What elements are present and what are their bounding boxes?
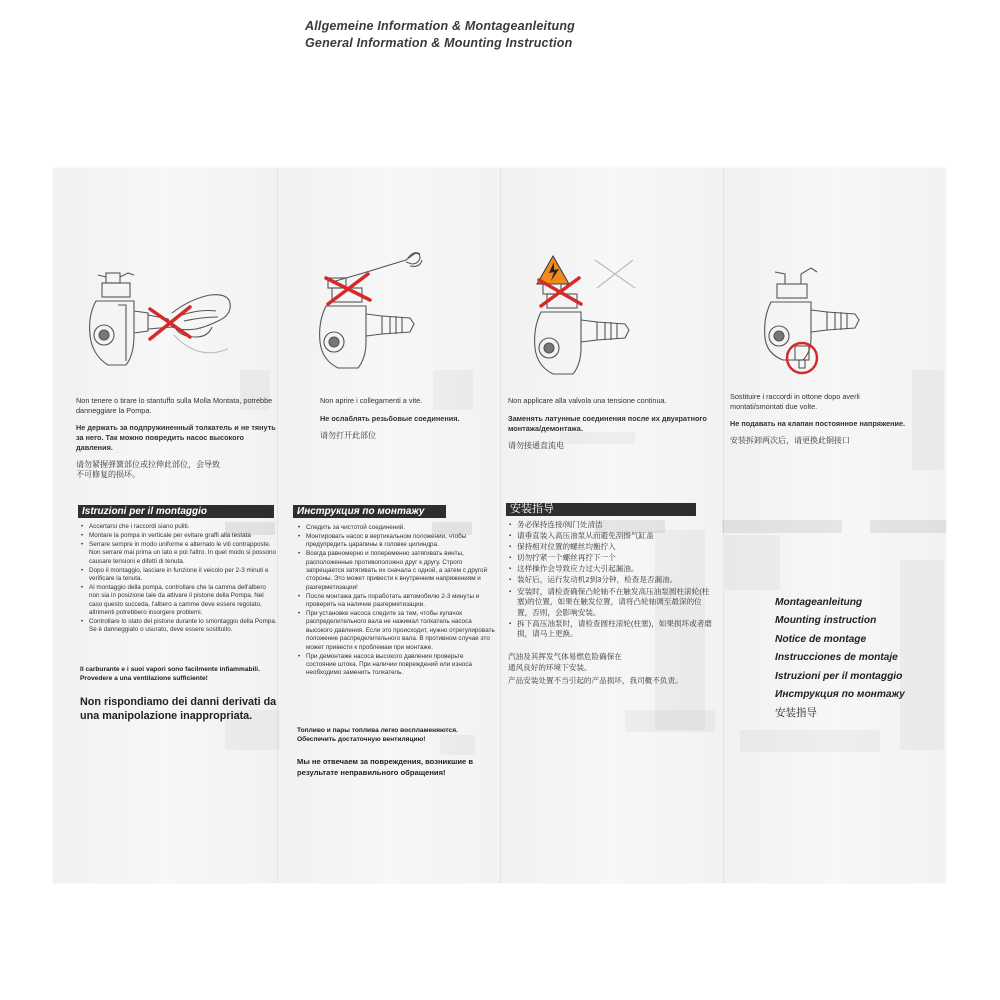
list-item: ▪ 这样操作会导致应力过大引起漏油。 (508, 564, 713, 575)
pump-voltage-prohibited-icon (525, 250, 645, 380)
caption-it: Sostituire i raccordi in ottone dopo averli montati/smontati due volte. (730, 392, 860, 411)
language-en: Mounting instruction (775, 615, 877, 627)
warning-italian: Il carburante e i suoi vapori sono facilmente infiammabili. Provedere a una ventilazione sufficiente! (80, 666, 260, 682)
list-item: • После монтажа дать поработать автомобилю 2-3 минуты и проверить на наличие разгерметизации. (297, 593, 495, 610)
header-title-en: General Information & Mounting Instruction (305, 36, 573, 50)
language-fr: Notice de montage (775, 633, 867, 645)
list-item: ▪ 安装时，请检查确保凸轮轴不在触发高压油泵圆柱滚轮(柱塞)的位置，如果在触发位置，请将凸轮轴调至最深的位置，否则，会影响安装。 (508, 587, 713, 619)
list-item: • При установке насоса следите за тем, чтобы кулачок распределительного вала не нажимал толкатель насоса высокого давления. Если это происходит, нужно отрегулировать положение распределительного вала. В противном случае это может привести к проблемам при монтаже. (297, 610, 495, 652)
show-through-text (725, 535, 780, 590)
caption-ru: Заменять латунные соединения после их двукратного монтажа/демонтажа. (508, 414, 707, 433)
list-item: ▪ 请垂直装入高压油泵从而避免刮擦气缸盖 (508, 531, 713, 542)
show-through-text (912, 370, 944, 470)
show-through-title (870, 520, 946, 533)
language-it: Istruzioni per il montaggio (775, 670, 903, 682)
fold-line (500, 168, 501, 883)
disclaimer-russian: Мы не отвечаем за повреждения, возникшие в результате неправильного обращения! (297, 757, 474, 777)
language-zh: 安装指导 (775, 707, 817, 720)
list-item: ▪ 务必保持连接/阀门处清洁 (508, 520, 713, 531)
list-item: • Accertarsi che i raccordi siano puliti. (80, 523, 278, 531)
language-ru: Инструкция по монтажу (775, 689, 905, 701)
language-es: Instrucciones de montaje (775, 652, 898, 664)
caption-zh: 请勿接通直流电 (508, 441, 564, 450)
bullet-list-russian (297, 524, 495, 678)
caption-zh: 请勿紧握弹簧部位或拉伸此部位，会导致不可修复的损坏。 (76, 460, 220, 479)
disclaimer-italian: Non rispondiamo dei danni derivati da una manipolazione inappropriata. (80, 696, 277, 722)
list-item: • Controllare lo stato del pistone durante lo smontaggio della Pompa. Se è danneggiato o usurato, deve essere sostituito. (80, 618, 278, 635)
caption-ru: Не ослаблять резьбовые соединения. (320, 414, 460, 423)
caption-it: Non tenere o tirare lo stantuffo sulla Molla Montata, potrebbe danneggiare la Pompa. (76, 396, 273, 415)
pump-hand-prohibited-icon (78, 265, 243, 380)
list-item: • Следить за чистотой соединений. (297, 524, 495, 532)
language-list (775, 594, 935, 723)
caption-ru: Не держать за подпружиненный толкатель и не тянуть за него. Так можно повредить насос высокого давления. (76, 423, 276, 452)
list-item: ▪ 切勿拧紧一个螺丝再拧下一个 (508, 553, 713, 564)
caption-zh: 安装拆卸两次后，请更换此铜接口 (730, 436, 850, 445)
caption-4 (730, 392, 915, 446)
document-header (305, 18, 635, 52)
list-item: • Всегда равномерно и попеременно затягивать винты, расположенные противоположно друг к другу. Строго запрещается затягивать их сначала с одной, а затем с другой стороны. Это может привести к внутренним напряжениям и разгерметизации! (297, 550, 495, 592)
caption-2 (320, 396, 500, 441)
section-title-chinese: 安装指导 (506, 503, 696, 516)
pump-wrench-prohibited-icon (310, 248, 435, 378)
disclaimer-chinese: 产品安装处置不当引起的产品损坏，我司概不负责。 (508, 676, 683, 685)
list-item: • Al montaggio della pompa, controllare che la camma dell'albero non sia in posizione tale da attivare il pistone della Pompa. Nel caso questo succeda, l'albero a camme deve essere regolato, altrimenti potrebbero insorgere problemi. (80, 584, 278, 618)
language-de: Montageanleitung (775, 597, 863, 608)
list-item: ▪ 拆下高压油泵时，请检查圆柱滚轮(柱塞)，如果损坏或者磨损，请马上更换。 (508, 619, 713, 640)
warning-chinese: 汽油及其挥发气体易燃危险确保在通风良好的环境下安装。 (508, 652, 622, 672)
warning-russian: Топливо и пары топлива легко воспламеняются. Обеспечить достаточную вентиляцию! (297, 727, 458, 743)
list-item: • Монтировать насос в вертикальном положении, чтобы предупредить царапины в головке цилиндра. (297, 533, 495, 550)
caption-it: Non aprire i collegamenti a vite. (320, 396, 423, 405)
section-title-italian: Istruzioni per il montaggio (78, 505, 274, 518)
list-item: • Serrare sempre in modo uniforme e alternato le viti contrapposte. Non serrare mai prima un lato e poi l'altro. In quel modo si possono causare tensioni e difetti di tenuta. (80, 541, 278, 566)
section-title-russian: Инструкция по монтажу (293, 505, 446, 518)
list-item: • При демонтаже насоса высокого давления проверьте состояние штока. При наличии повреждений или износа необходимо заменить толкатель. (297, 653, 495, 678)
list-item: • Montare la pompa in verticale per evitare graffi alla testata (80, 532, 278, 540)
bullet-list-italian (80, 523, 278, 635)
list-item: ▪ 装好后，运行发动机2到3分钟，检查是否漏油。 (508, 575, 713, 586)
caption-3 (508, 396, 708, 451)
list-item: ▪ 保持相对位置的螺丝均衡拧入 (508, 542, 713, 553)
header-title-de: Allgemeine Information & Montageanleitung (305, 19, 576, 33)
caption-it: Non applicare alla valvola una tensione continua. (508, 396, 667, 405)
caption-ru: Не подавать на клапан постоянное напряжение. (730, 419, 906, 428)
bullet-list-chinese (508, 520, 713, 641)
pump-seal-replace-icon (755, 260, 880, 385)
show-through-title (722, 520, 842, 533)
show-through-text (625, 710, 715, 732)
caption-1 (76, 396, 276, 480)
caption-zh: 请勿打开此部位 (320, 431, 376, 440)
show-through-text (740, 730, 880, 752)
list-item: • Dopo il montaggio, lasciare in funzione il veicolo per 2-3 minuti e verificare la tenuta. (80, 567, 278, 584)
